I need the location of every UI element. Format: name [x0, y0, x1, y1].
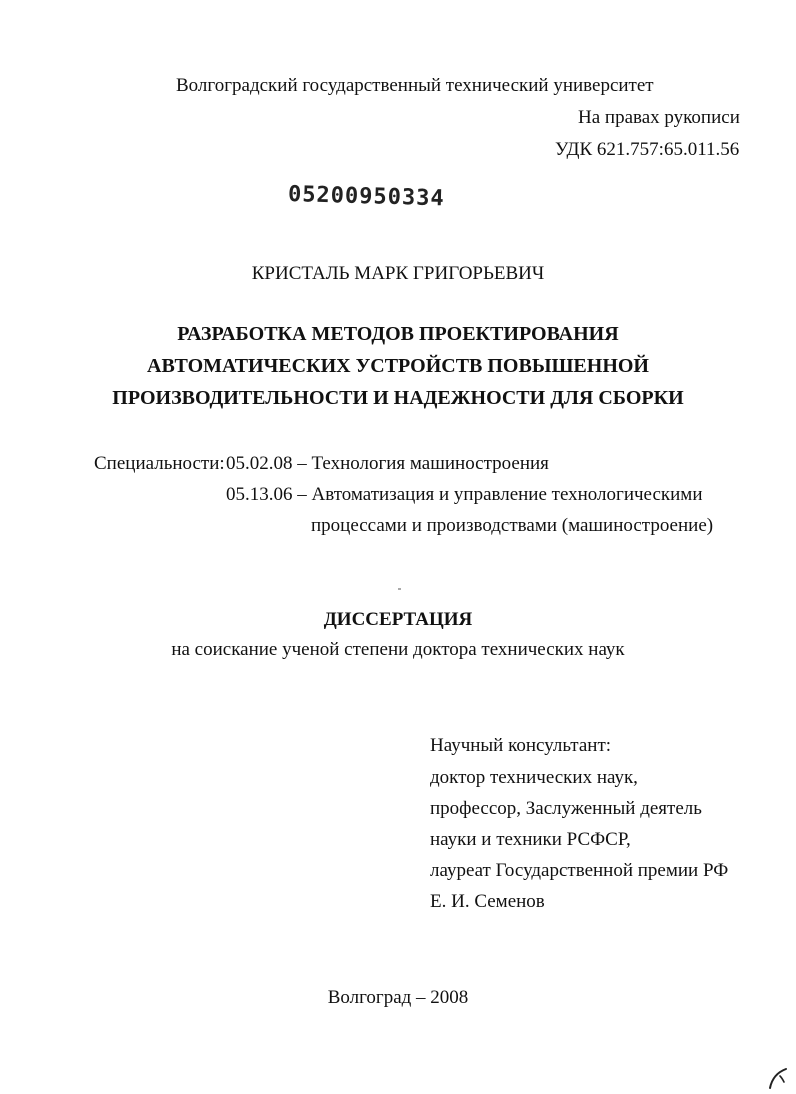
specialty-1: 05.02.08 – Технология машиностроения	[226, 453, 549, 474]
scan-speck	[398, 588, 401, 590]
consultant-title-cont: науки и техники РСФСР,	[430, 829, 631, 850]
consultant-degree: доктор технических наук,	[430, 767, 638, 788]
title-line-3: ПРОИЗВОДИТЕЛЬНОСТИ И НАДЕЖНОСТИ ДЛЯ СБОРКИ	[112, 387, 684, 409]
city-year: Волгоград – 2008	[327, 987, 469, 1008]
specialty-2-line-2: процессами и производствами (машиностроение)	[311, 515, 714, 536]
title-line-2: АВТОМАТИЧЕСКИХ УСТРОЙСТВ ПОВЫШЕННОЙ	[147, 355, 649, 377]
archive-stamp-number: 05200950334	[287, 182, 446, 212]
handwritten-mark-icon	[766, 1066, 790, 1090]
specialties-label: Специальности:	[94, 453, 225, 474]
consultant-name: Е. И. Семенов	[430, 891, 545, 912]
specialty-2-line-1: 05.13.06 – Автоматизация и управление технологическими	[226, 484, 703, 505]
consultant-award: лауреат Государственной премии РФ	[430, 860, 729, 881]
title-line-1: РАЗРАБОТКА МЕТОДОВ ПРОЕКТИРОВАНИЯ	[177, 323, 619, 345]
document-type-heading: ДИССЕРТАЦИЯ	[323, 609, 473, 630]
document-type-subheading: на соискание ученой степени доктора технических наук	[171, 639, 625, 660]
rights-notice: На правах рукописи	[578, 107, 740, 128]
udk-code: УДК 621.757:65.011.56	[555, 139, 740, 160]
author-name: КРИСТАЛЬ МАРК ГРИГОРЬЕВИЧ	[251, 263, 545, 284]
university-name: Волгоградский государственный технический университет	[176, 75, 654, 96]
consultant-label: Научный консультант:	[430, 735, 612, 756]
consultant-title: профессор, Заслуженный деятель	[430, 798, 702, 819]
